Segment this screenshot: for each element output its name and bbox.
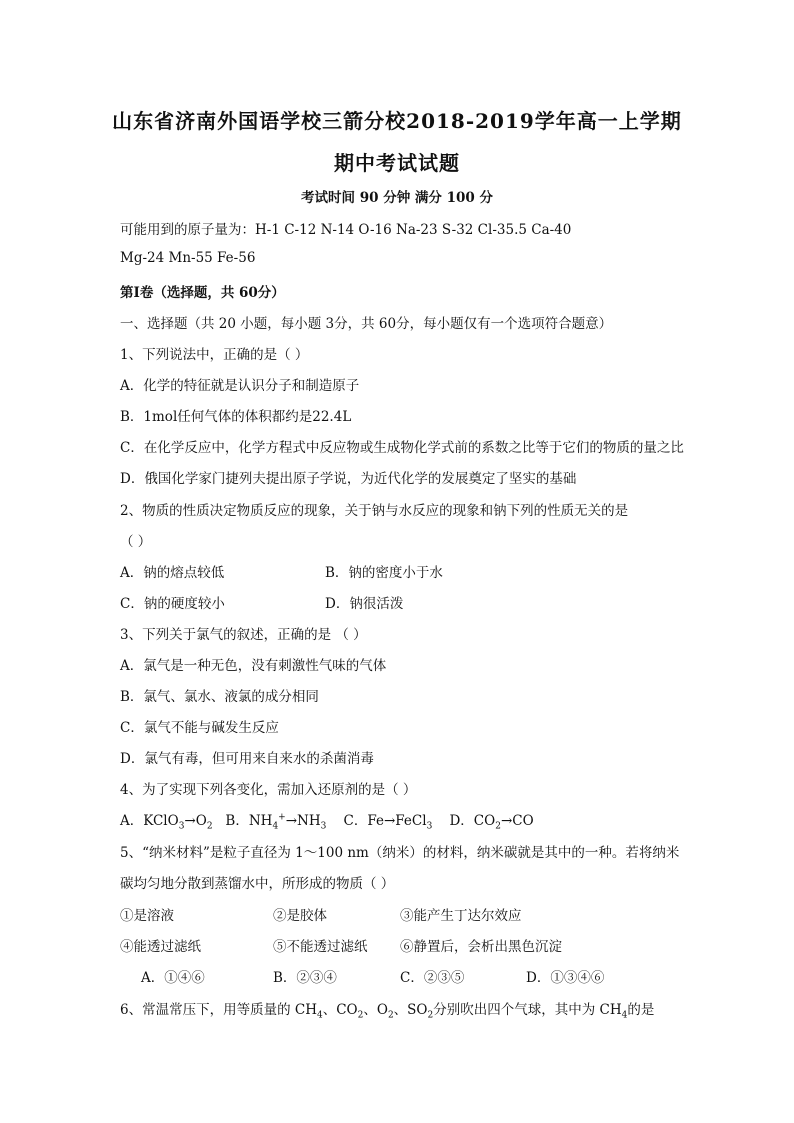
q1-option-d: D．俄国化学家门捷列夫提出原子学说，为近代化学的发展奠定了坚实的基础: [120, 471, 577, 487]
q2-option-d: D．钠很活泼: [325, 596, 404, 612]
section-instruction: 一、选择题（共 20 小题，每小题 3分，共 60分，每小题仅有一个选项符合题意）: [120, 316, 613, 332]
q5-statement-5: ⑤不能透过滤纸: [273, 939, 368, 955]
q5-statement-6: ⑥静置后，会析出黑色沉淀: [400, 939, 562, 955]
q4-option-c: C．Fe→FeCl$_3$: [343, 813, 433, 832]
q5-statement-2: ②是胶体: [273, 908, 327, 924]
q3-option-a: A．氯气是一种无色，没有刺激性气味的气体: [120, 658, 387, 674]
q4-option-a: A．$KClO_3\to O_2$: [120, 813, 213, 832]
q5-option-d: D．①③④⑥: [526, 970, 605, 986]
q5-option-c: C．②③⑤: [400, 970, 465, 986]
q3-stem: 3、下列关于氯气的叙述，正确的是 （ ）: [120, 627, 367, 643]
q2-stem: 2、物质的性质决定物质反应的现象，关于钠与水反应的现象和钠下列的性质无关的是: [120, 503, 629, 519]
q2-option-b: B．钠的密度小于水: [325, 565, 443, 581]
q4-options: [120, 809, 534, 832]
q6-stem: 6、常温常压下，用等质量的 $CH_4$、$CO_2$、$O_2$、$SO_2$分别吹出四个气球，其中为 $CH_4$的是: [120, 1002, 655, 1021]
q5-statement-3: ③能产生丁达尔效应: [400, 908, 522, 924]
q4-option-b: B．$NH_4^+\to NH_3$: [225, 812, 327, 832]
q3-option-d: D．氯气有毒，但可用来自来水的杀菌消毒: [120, 751, 374, 767]
q5-statement-4: ④能透过滤纸: [120, 939, 201, 955]
exam-title-line1: 山东省济南外国语学校三箭分校2018-2019学年高一上学期: [112, 109, 682, 133]
volume-heading: 第Ⅰ卷（选择题，共 60分）: [120, 285, 285, 301]
q4-stem: 4、为了实现下列各变化，需加入还原剂的是（ ）: [120, 782, 417, 798]
exam-title-line2: 期中考试试题: [334, 151, 460, 175]
q1-stem: 1、下列说法中，正确的是（ ）: [120, 347, 309, 363]
q4-option-d: D．$CO_2\to CO$: [449, 813, 534, 832]
q5-stem-line2: 碳均匀地分散到蒸馏水中，所形成的物质（ ）: [120, 876, 395, 892]
atomic-masses-line1: 可能用到的原子量为：H-1 C-12 N-14 O-16 Na-23 S-32 Cl-35.5 Ca-40: [120, 222, 572, 238]
q5-stem-line1: 5、“纳米材料”是粒子直径为 1～100 nm（纳米）的材料，纳米碳就是其中的一种。若将纳米: [120, 845, 680, 861]
q2-paren: （ ）: [120, 534, 152, 550]
q2-option-c: C．钠的硬度较小: [120, 596, 225, 612]
q2-option-a: A．钠的熔点较低: [120, 565, 225, 581]
exam-info: 考试时间 90 分钟 满分 100 分: [301, 190, 493, 206]
q1-option-a: A．化学的特征就是认识分子和制造原子: [120, 378, 360, 394]
q5-option-a: A．①④⑥: [141, 970, 205, 986]
q3-option-c: C．氯气不能与碱发生反应: [120, 720, 279, 736]
q3-option-b: B．氯气、氯水、液氯的成分相同: [120, 689, 319, 705]
q1-option-c: C．在化学反应中，化学方程式中反应物或生成物化学式前的系数之比等于它们的物质的量之比: [120, 440, 684, 456]
q1-option-b: B．1mol任何气体的体积都约是22.4L: [120, 409, 352, 425]
q5-option-b: B．②③④: [273, 970, 337, 986]
atomic-masses-line2: Mg-24 Mn-55 Fe-56: [120, 250, 256, 266]
q5-statement-1: ①是溶液: [120, 908, 174, 924]
